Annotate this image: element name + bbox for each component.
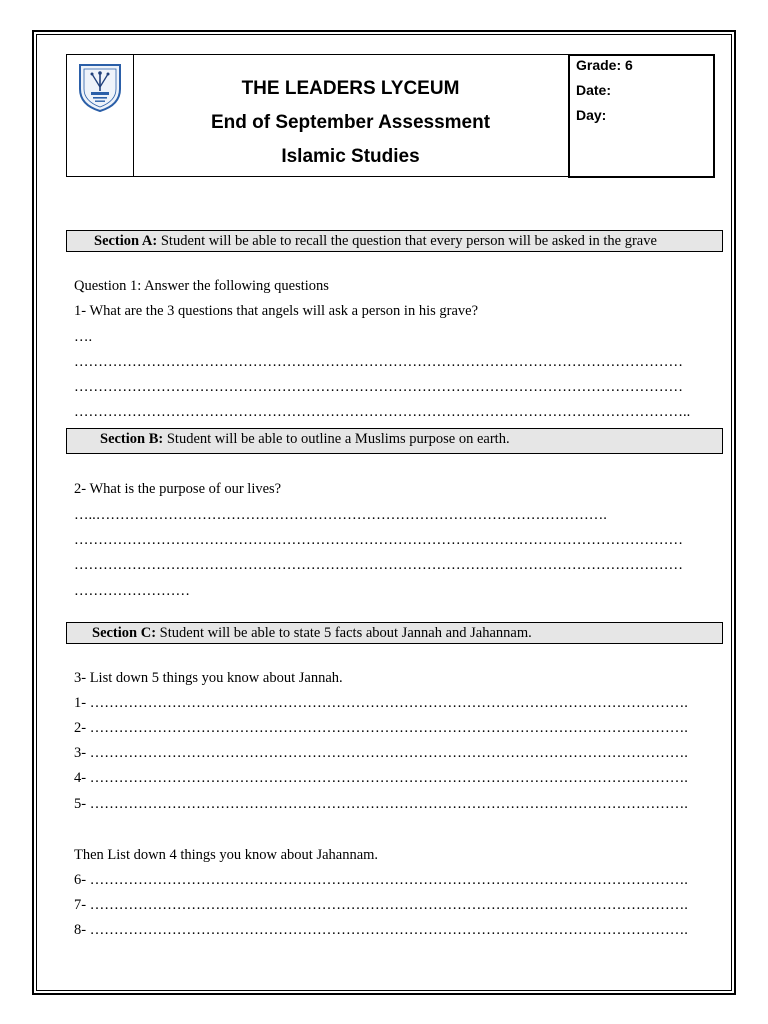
- list-item: 2- …………………………………………………………………………………………………………….: [74, 720, 688, 736]
- section-c-label: Section C:: [92, 625, 157, 641]
- school-logo: [66, 54, 134, 177]
- section-a-label: Section A:: [94, 233, 158, 249]
- section-b-banner: [66, 428, 723, 454]
- answer-line: ……………………: [74, 583, 190, 599]
- answer-line: ………………………………………………………………………………………………………………: [74, 532, 683, 548]
- list-item: 1- …………………………………………………………………………………………………………….: [74, 695, 688, 711]
- date-field: Date:: [576, 82, 612, 98]
- list-item: 5- …………………………………………………………………………………………………………….: [74, 796, 688, 812]
- assessment-title: End of September Assessment: [210, 112, 491, 133]
- question-1-heading: Question 1: Answer the following questions: [74, 278, 329, 294]
- section-a-banner: [66, 230, 723, 252]
- answer-line: ………………………………………………………………………………………………………………..: [74, 404, 691, 420]
- list-item: 3- …………………………………………………………………………………………………………….: [74, 745, 688, 761]
- header-title-cell: [133, 54, 569, 177]
- grade-label: Grade: 6: [576, 57, 633, 73]
- list-item: 6- …………………………………………………………………………………………………………….: [74, 872, 688, 888]
- question-1-text: 1- What are the 3 questions that angels will ask a person in his grave?: [74, 303, 479, 319]
- section-a-text: Student will be able to recall the question that every person will be asked in the grave: [157, 233, 657, 249]
- school-crest-icon: [76, 61, 124, 113]
- section-c-text: Student will be able to state 5 facts about Jannah and Jahannam.: [156, 625, 532, 641]
- answer-line: …..…………………………………………………………………………………………….: [74, 507, 607, 523]
- day-field: Day:: [576, 107, 607, 123]
- answer-line: ………………………………………………………………………………………………………………: [74, 379, 683, 395]
- answer-line: ….: [74, 329, 93, 345]
- section-b-text: Student will be able to outline a Muslims purpose on earth.: [163, 431, 510, 447]
- list-item: 4- …………………………………………………………………………………………………………….: [74, 770, 688, 786]
- list-item: 8- …………………………………………………………………………………………………………….: [74, 922, 688, 938]
- header-info-cell: [568, 54, 715, 178]
- list-item: 7- …………………………………………………………………………………………………………….: [74, 897, 688, 913]
- question-2-text: 2- What is the purpose of our lives?: [74, 481, 282, 497]
- header-table: [66, 54, 715, 178]
- subject-title: Islamic Studies: [281, 146, 420, 167]
- question-3-followup: Then List down 4 things you know about Jahannam.: [74, 847, 379, 863]
- question-3-text: 3- List down 5 things you know about Jannah.: [74, 670, 343, 686]
- school-name: THE LEADERS LYCEUM: [241, 78, 460, 99]
- section-b-label: Section B:: [100, 431, 164, 447]
- section-c-banner: [66, 622, 723, 644]
- answer-line: ………………………………………………………………………………………………………………: [74, 354, 683, 370]
- answer-line: ………………………………………………………………………………………………………………: [74, 557, 683, 573]
